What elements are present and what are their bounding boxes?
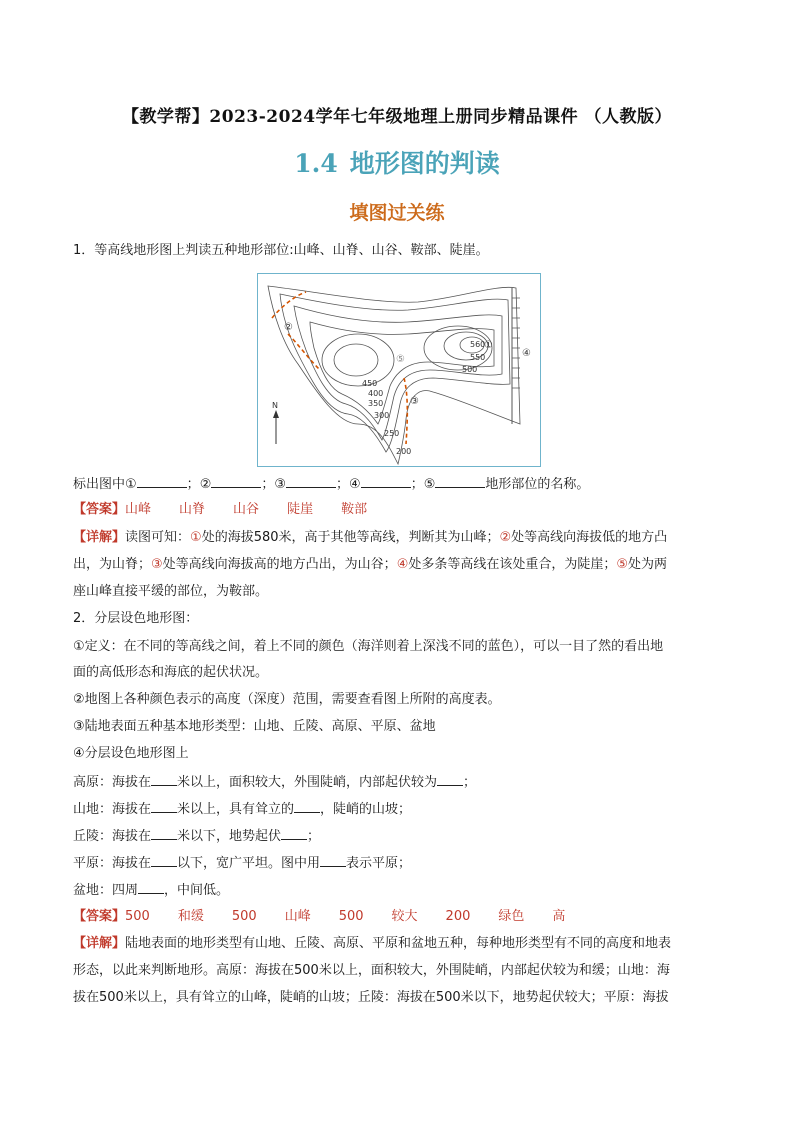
- fill-text: ，陡峭的山坡；: [320, 802, 412, 817]
- detail-text: 处多条等高线在该处重合，为陡崖；: [408, 557, 617, 572]
- answer-value: 鞍部: [341, 502, 368, 517]
- answer-blank[interactable]: [286, 474, 336, 488]
- answer-value: 和缓: [177, 909, 204, 924]
- answer-value: 绿色: [498, 909, 525, 924]
- q2-plateau-line: [73, 772, 476, 792]
- answer-blank[interactable]: [151, 826, 177, 840]
- q2-paragraph: ③陆地表面五种基本地形类型：山地、丘陵、高原、平原、盆地: [73, 719, 436, 734]
- fill-text: ；: [307, 829, 321, 844]
- answer-blank[interactable]: [211, 474, 261, 488]
- fill-text: 米以上，面积较大，外围陡峭，内部起伏较为: [177, 775, 438, 790]
- answer-blank[interactable]: [137, 474, 187, 488]
- answer-value: 山脊: [179, 502, 206, 517]
- contour-label: 560: [470, 340, 486, 349]
- detail-marker: ①: [190, 530, 202, 545]
- answer-value: 山峰: [284, 909, 311, 924]
- fill-marker: ⑤: [423, 477, 436, 492]
- detail-text: 陆地表面的地形类型有山地、丘陵、高原、平原和盆地五种，每种地形类型有不同的高度和地表: [125, 936, 672, 951]
- q2-paragraph: ①定义：在不同的等高线之间，着上不同的颜色（海洋则着上深浅不同的蓝色），可以一目了然的看出地: [73, 639, 664, 654]
- answer-value: 500: [338, 909, 364, 924]
- fill-text: ；: [463, 775, 477, 790]
- detail-marker: ③: [151, 557, 163, 572]
- fill-marker: ③: [274, 477, 287, 492]
- answer-value: 200: [445, 909, 471, 924]
- q1-detail-line-3: 座山峰直接平缓的部位，为鞍部。: [73, 584, 269, 599]
- fill-text: 高原：海拔在: [73, 775, 152, 790]
- fill-text: 平原：海拔在: [73, 856, 152, 871]
- marker-peak: ①: [484, 340, 493, 351]
- fill-text: 盆地：四周: [73, 883, 139, 898]
- answer-label: 【答案】: [73, 502, 126, 517]
- detail-text: 处等高线向海拔高的地方凸出，为山谷；: [162, 557, 397, 572]
- fill-sep: ；: [186, 477, 200, 492]
- contour-label: 400: [368, 389, 384, 398]
- answer-blank[interactable]: [138, 880, 164, 894]
- q1-fill-line: [73, 474, 589, 494]
- detail-marker: ④: [396, 557, 409, 572]
- contour-label: 250: [384, 429, 400, 438]
- fill-suffix: 地形部位的名称。: [485, 477, 590, 492]
- answer-blank[interactable]: [294, 799, 320, 813]
- fill-prefix: 标出图中: [73, 477, 126, 492]
- marker-valley: ③: [410, 396, 419, 407]
- marker-ridge: ②: [284, 322, 293, 333]
- document-header: 【教学帮】2023-2024学年七年级地理上册同步精品课件 （人教版）: [121, 107, 673, 127]
- q2-answer: [73, 908, 565, 926]
- fill-marker: ①: [125, 477, 137, 492]
- marker-saddle: ⑤: [396, 354, 405, 365]
- answer-blank[interactable]: [151, 853, 177, 867]
- answer-blank[interactable]: [437, 772, 463, 786]
- q2-basin-line: [73, 880, 229, 900]
- answer-value: 500: [231, 909, 257, 924]
- answer-value: 高: [552, 909, 566, 924]
- answer-blank[interactable]: [435, 474, 485, 488]
- fill-sep: ；: [336, 477, 350, 492]
- q2-detail-line-1: [73, 935, 671, 953]
- detail-marker: ②: [499, 530, 512, 545]
- q2-hill-line: [73, 826, 320, 846]
- answer-value: 山峰: [125, 502, 152, 517]
- fill-marker: ②: [199, 477, 212, 492]
- detail-text: 读图可知：: [125, 530, 191, 545]
- q2-detail-line-2: 形态，以此来判断地形。高原：海拔在500米以上，面积较大，外围陡峭，内部起伏较为和缓；山地：海: [73, 963, 670, 978]
- q2-heading: 2．分层设色地形图：: [73, 611, 199, 626]
- contour-map: [257, 273, 541, 467]
- q2-plain-line: [73, 853, 411, 873]
- detail-label: 【详解】: [73, 936, 126, 951]
- q2-mountain-line: [73, 799, 411, 819]
- north-label: N: [272, 401, 278, 410]
- fill-text: 米以上，具有耸立的: [177, 802, 295, 817]
- fill-text: 米以下，地势起伏: [177, 829, 282, 844]
- contour-label: 300: [374, 411, 390, 420]
- fill-sep: ；: [410, 477, 424, 492]
- fill-text: ，中间低。: [164, 883, 230, 898]
- q1-detail-line-1: [73, 529, 667, 547]
- marker-cliff: ④: [522, 348, 531, 359]
- answer-blank[interactable]: [320, 853, 346, 867]
- answer-value: 山谷: [233, 502, 260, 517]
- q1-detail-line-2: [73, 556, 667, 574]
- answer-blank[interactable]: [361, 474, 411, 488]
- lesson-number: 1.4: [294, 149, 338, 178]
- contour-label: 450: [362, 379, 378, 388]
- detail-text: 处的海拔580米，高于其他等高线，判断其为山峰；: [201, 530, 500, 545]
- lesson-title: [0, 144, 794, 180]
- answer-label: 【答案】: [73, 909, 126, 924]
- fill-text: 山地：海拔在: [73, 802, 152, 817]
- answer-blank[interactable]: [281, 826, 307, 840]
- answer-value: 较大: [391, 909, 418, 924]
- q2-paragraph: ④分层设色地形图上: [73, 746, 189, 761]
- lesson-title-text: 地形图的判读: [349, 149, 500, 178]
- contour-label: 550: [470, 353, 486, 362]
- answer-blank[interactable]: [151, 772, 177, 786]
- fill-text: 丘陵：海拔在: [73, 829, 152, 844]
- answer-blank[interactable]: [151, 799, 177, 813]
- contour-label: 200: [396, 447, 412, 456]
- fill-marker: ④: [349, 477, 361, 492]
- q2-paragraph: 面的高低形态和海底的起伏状况。: [73, 665, 269, 680]
- contour-map-figure: [258, 274, 540, 466]
- detail-marker: ⑤: [616, 557, 629, 572]
- exercise-subtitle: 填图过关练: [349, 202, 445, 224]
- fill-sep: ；: [261, 477, 275, 492]
- detail-text: 处为两: [628, 557, 668, 572]
- detail-text: 出，为山脊；: [73, 557, 152, 572]
- q1-question: 1．等高线地形图上判读五种地形部位:山峰、山脊、山谷、鞍部、陡崖。: [73, 243, 489, 258]
- detail-text: 处等高线向海拔低的地方凸: [511, 530, 668, 545]
- contour-label: 500: [462, 365, 478, 374]
- q2-detail-line-3: 拔在500米以上，具有耸立的山峰，陡峭的山坡；丘陵：海拔在500米以下，地势起伏较大；平原：海拔: [73, 990, 669, 1005]
- detail-label: 【详解】: [73, 530, 126, 545]
- q1-answer: [73, 501, 367, 519]
- fill-text: 以下，宽广平坦。图中用: [177, 856, 321, 871]
- answer-value: 陡崖: [287, 502, 314, 517]
- answer-value: 500: [125, 909, 150, 924]
- fill-text: 表示平原；: [346, 856, 412, 871]
- q2-paragraph: ②地图上各种颜色表示的高度（深度）范围，需要查看图上所附的高度表。: [73, 692, 501, 707]
- contour-label: 350: [368, 399, 384, 408]
